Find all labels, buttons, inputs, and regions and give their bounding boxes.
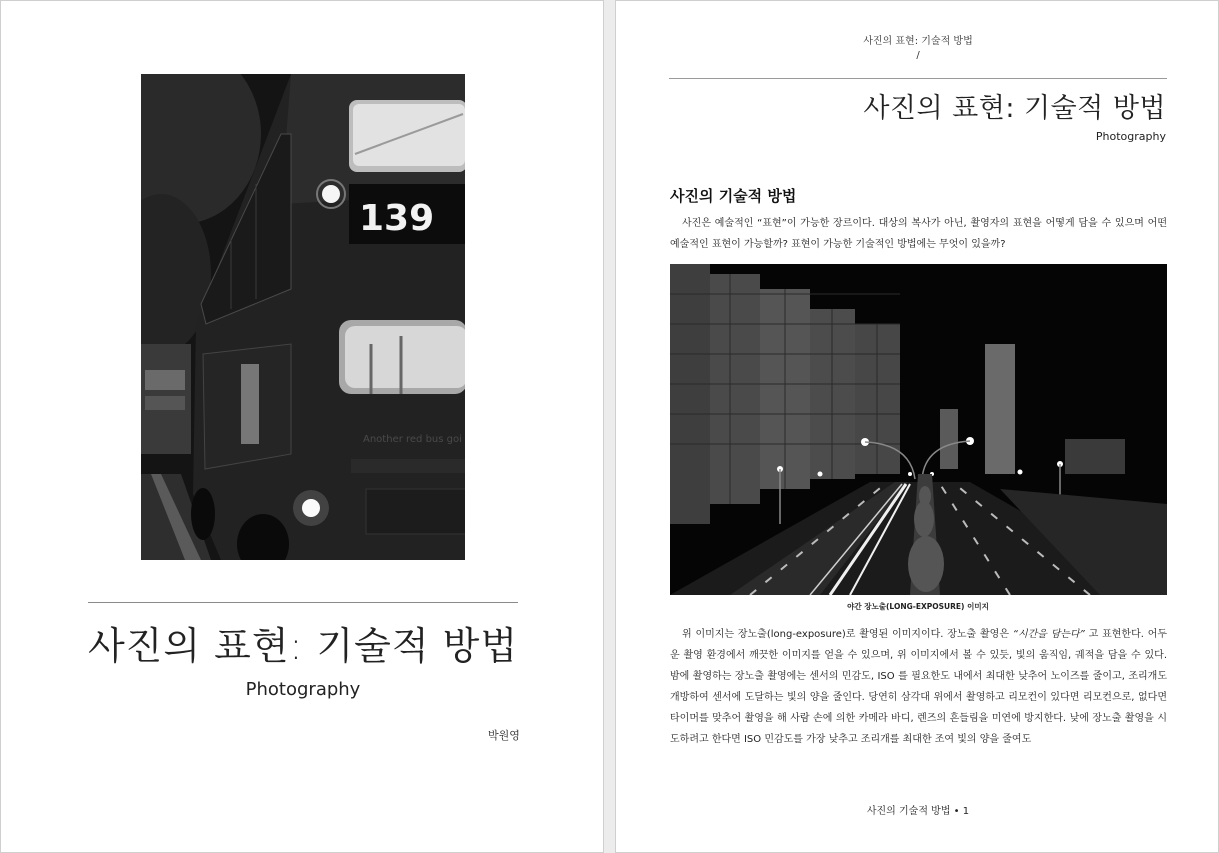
bus-night-image: [141, 74, 465, 560]
page-footer: 사진의 기술적 방법 • 1: [866, 806, 970, 817]
running-head-title: 사진의 표현: 기술적 방법: [863, 36, 973, 47]
body-text-after: 고 표현한다. 어두운 촬영 환경에서 깨끗한 이미지를 얻을 수 있으며, 위 이미지에서 볼 수 있듯, 빛의 움직임, 궤적을 담을 수 있다. 밤에 촬영하는 장노출 촬영에는 센서의 민감도, ISO 를 필요한도 내에서 최대한 낮추어 노이즈를 줄이고, 조리개도 개방하여 센서에 도달하는 빛의 양을 줄인다. 당연히 삼각대 위에서 촬영하고 리모컨이 있다면 리모컨으로, 없다면 타이머를 맞추어 촬영을 해 사람 손에 의한 카메라 바디, 렌즈의 흔들림을 미연에 방지한다. 낮에 장노출 촬영을 시도하려고 한다면 ISO 민감도를 가장 낮추고 조리개를 최대한 조여 빛의 양을 줄여도: [670, 629, 1167, 745]
header-divider: [669, 78, 1167, 79]
long-exposure-photo: [670, 264, 1167, 595]
content-page: [615, 0, 1219, 853]
cover-subtitle: Photography: [245, 679, 361, 700]
cover-divider: [88, 602, 518, 603]
section-heading: 사진의 기술적 방법: [670, 187, 797, 205]
document-subtitle: Photography: [1095, 130, 1166, 143]
figure-caption: 야간 장노출(LONG-EXPOSURE) 이미지: [847, 602, 989, 611]
route-number: 139: [359, 198, 435, 239]
body-text-before: 위 이미지는 장노출(long-exposure)로 촬영된 이미지이다. 장노출 촬영은: [682, 629, 1013, 640]
body-emphasis: “시간을 담는다”: [1012, 629, 1085, 640]
bus-side-text: Another red bus goi: [363, 434, 462, 445]
intro-paragraph: 사진은 예술적인 “표현”이 가능한 장르이다. 대상의 복사가 아닌, 촬영자의 표현을 어떻게 담을 수 있으며 어떤 예술적인 표현이 가능할까? 표현이 가능한 기술적인 방법에는 무엇이 있을까?: [670, 218, 1167, 250]
cover-title: 사진의 표현: 기술적 방법: [87, 624, 519, 668]
cover-author: 박원영: [488, 729, 520, 742]
night-road-image: [670, 264, 1167, 595]
running-head: [616, 35, 1219, 63]
cover-photo-bus: [141, 74, 465, 560]
running-head-slash: /: [916, 50, 920, 61]
cover-page: [0, 0, 604, 853]
body-paragraph: [670, 624, 1167, 748]
document-title: 사진의 표현: 기술적 방법: [863, 93, 1166, 124]
